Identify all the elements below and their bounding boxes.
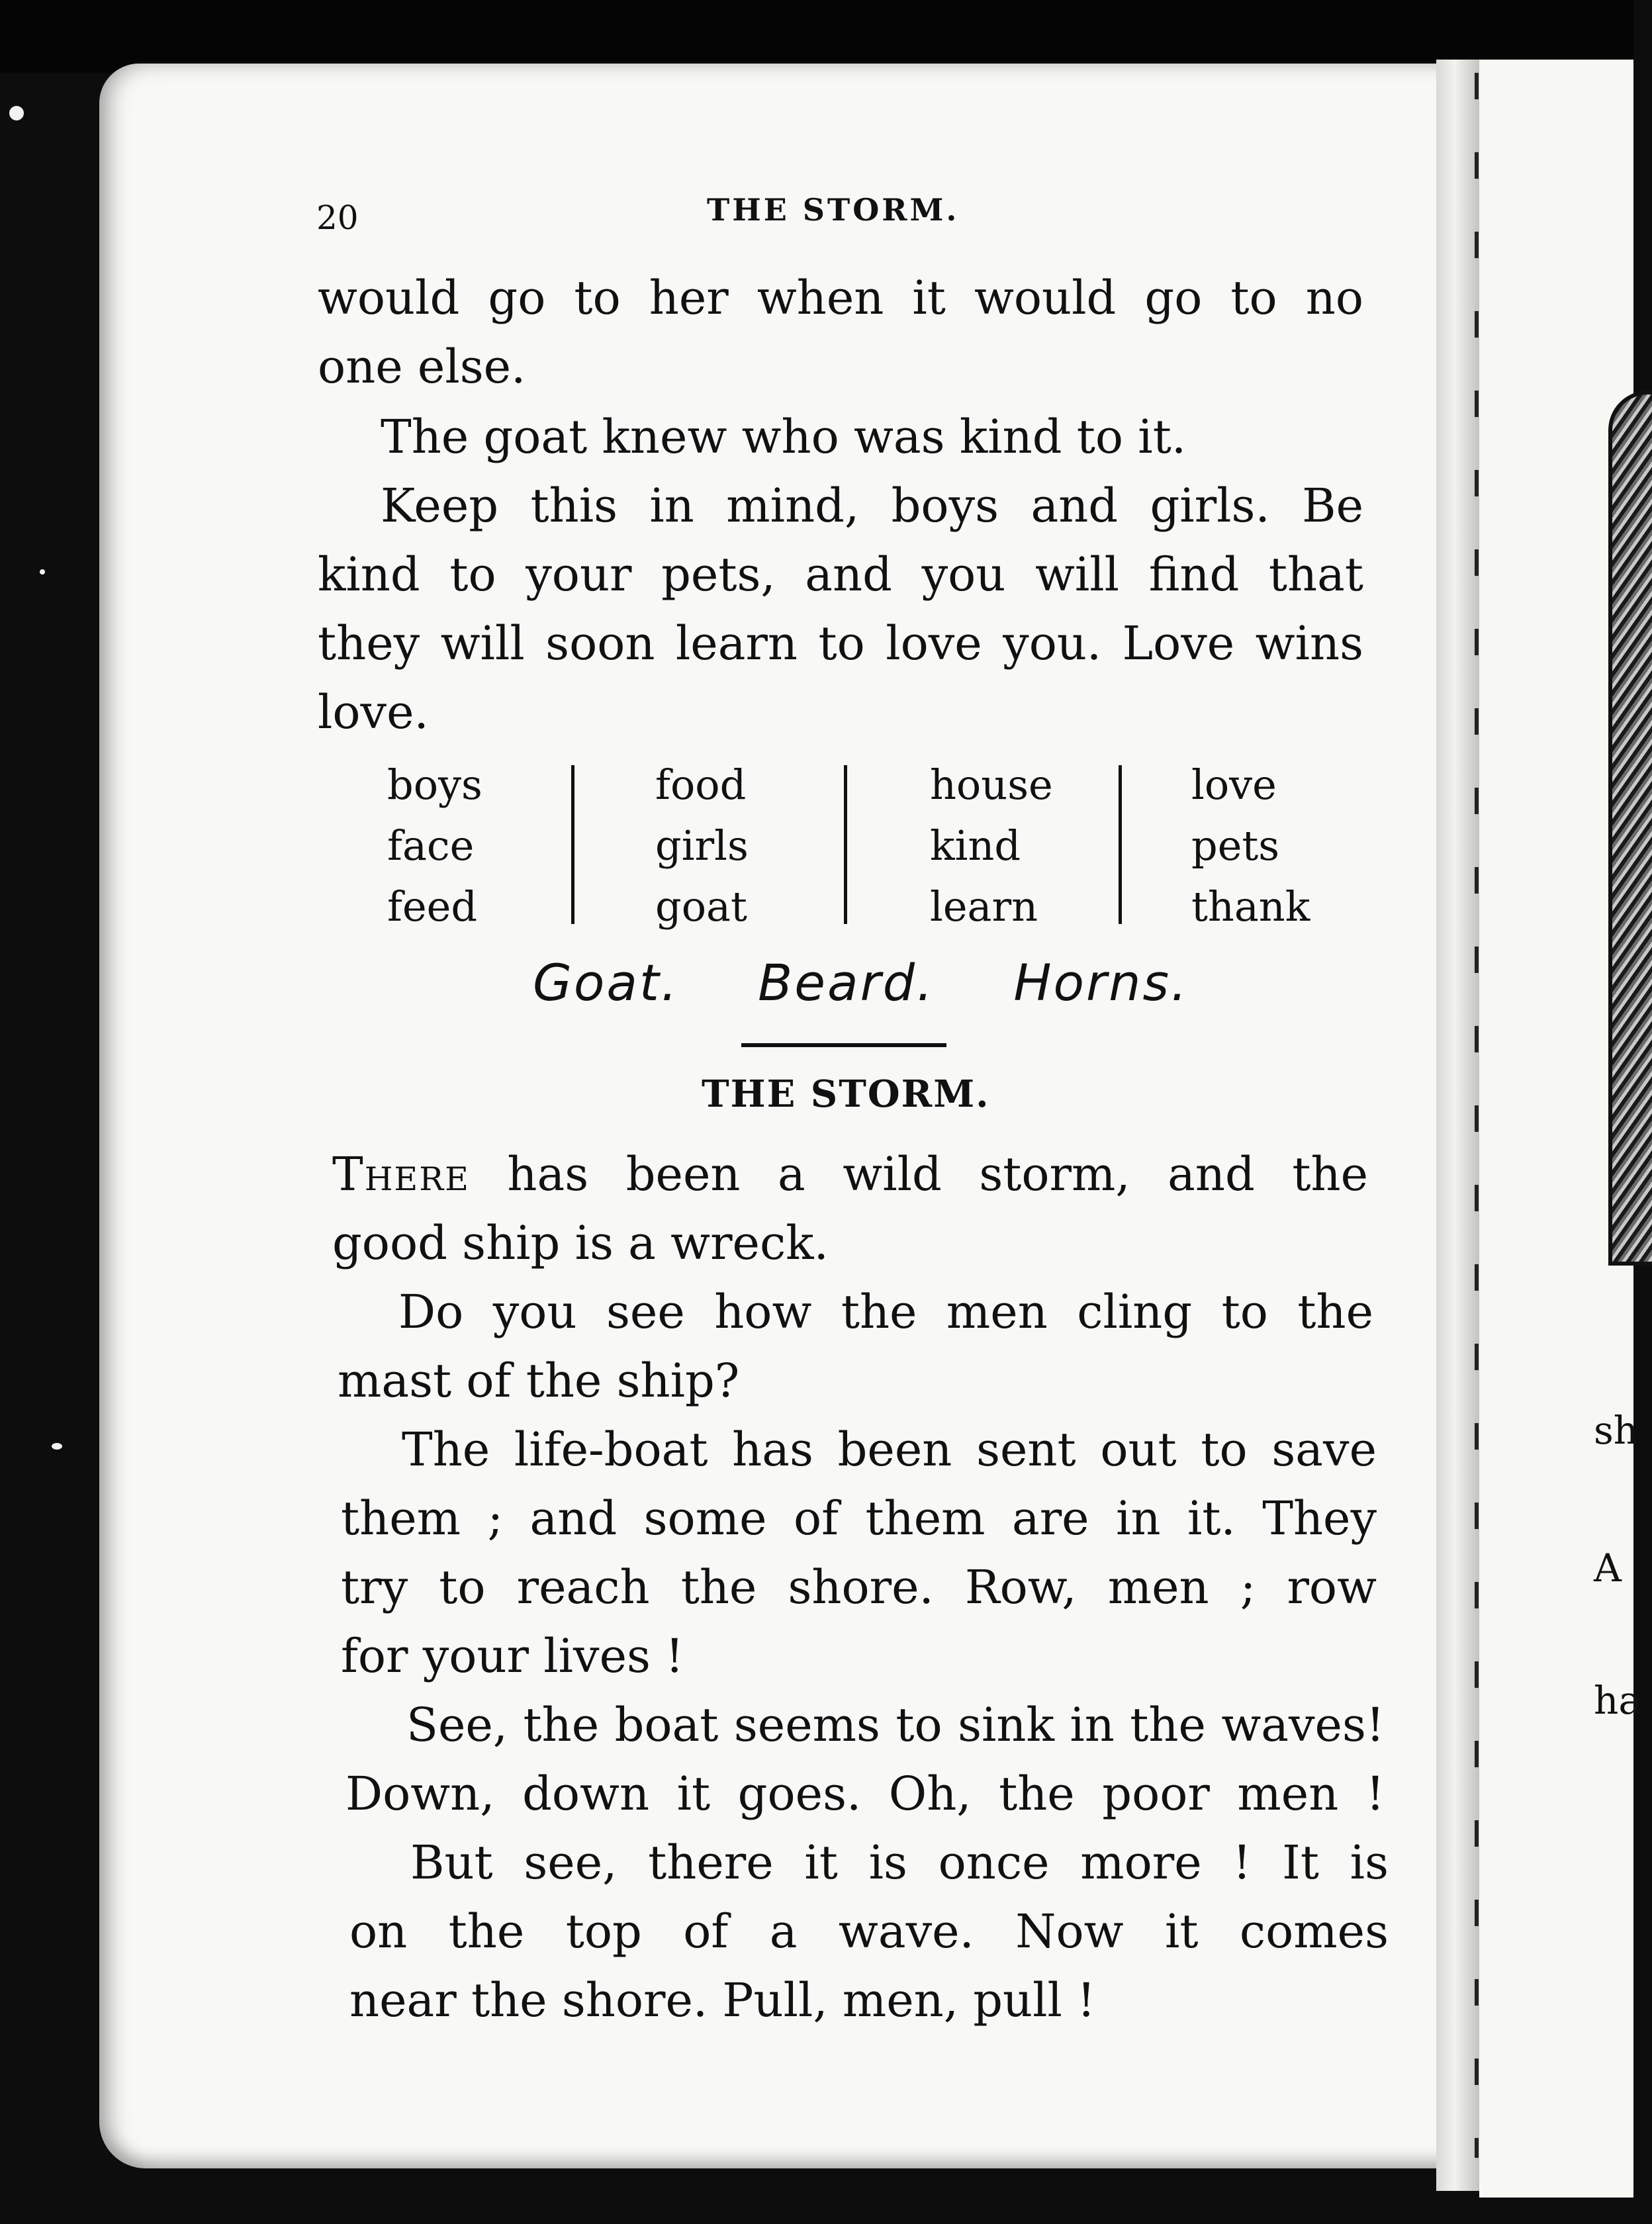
text-line: Do you see how the men cling to the: [398, 1285, 1373, 1339]
paragraph: [318, 263, 1363, 401]
spelling-word-table: [387, 755, 1340, 931]
text-line: Keep this in mind, boys and girls. Be: [381, 479, 1363, 533]
scan-border: [0, 0, 1633, 73]
picture-label: Goat.: [533, 953, 679, 1012]
word: pets: [1191, 821, 1280, 870]
text-line: one else.: [318, 340, 526, 394]
scan-speck: [52, 1443, 62, 1450]
word-column: [387, 755, 599, 937]
running-title: THE STORM.: [707, 192, 960, 228]
paragraph: [341, 1415, 1377, 1691]
picture-labels: [533, 953, 1195, 1012]
word: food: [655, 761, 747, 809]
paragraph: [381, 402, 1241, 471]
paragraph: [338, 1277, 1373, 1415]
word: learn: [930, 882, 1038, 931]
word: face: [387, 821, 475, 870]
word: house: [930, 761, 1053, 809]
text-line: near the shore. Pull, men, pull !: [349, 1973, 1096, 2027]
text-line: The goat knew who was kind to it.: [381, 410, 1187, 464]
picture-label: Beard.: [758, 953, 935, 1012]
word-column: [1191, 755, 1403, 937]
engraving-illustration-fragment: [1608, 391, 1652, 1266]
text-line: Down, down it goes. Oh, the poor men !: [345, 1767, 1385, 1821]
facing-page-text: A: [1594, 1546, 1622, 1591]
paragraph: [349, 1828, 1389, 2035]
text-line: The life-boat has been sent out to save: [402, 1422, 1377, 1477]
column-divider: [844, 765, 847, 924]
facing-page-text: ha: [1594, 1678, 1641, 1723]
paragraph: [345, 1691, 1385, 1828]
gutter-stitching: [1475, 73, 1479, 2158]
facing-page-text: sh: [1594, 1408, 1639, 1453]
page-number: 20: [316, 199, 359, 237]
scan-speck: [40, 569, 45, 575]
word-column: [930, 755, 1142, 937]
word: kind: [930, 821, 1021, 870]
column-divider: [571, 765, 574, 924]
text-line: But see, there it is once more ! It is: [410, 1835, 1389, 1890]
section-title: THE STORM.: [702, 1072, 990, 1116]
text-line: try to reach the shore. Row, men ; row: [341, 1560, 1377, 1614]
drop-word: There: [332, 1147, 470, 1201]
text-line: [332, 1140, 1368, 1209]
text-line: they will soon learn to love you. Love wins: [318, 616, 1363, 671]
column-divider: [1119, 765, 1122, 924]
word: feed: [387, 882, 478, 931]
paragraph: [318, 471, 1363, 747]
text-line: would go to her when it would go to no: [318, 271, 1363, 325]
word: goat: [655, 882, 747, 931]
word-column: [655, 755, 867, 937]
picture-label: Horns.: [1013, 953, 1189, 1012]
paragraph: [332, 1140, 1368, 1277]
text-line: kind to your pets, and you will find that: [318, 547, 1363, 602]
text-line: for your lives !: [341, 1629, 684, 1683]
text-line: See, the boat seems to sink in the waves!: [406, 1698, 1385, 1752]
text-line: good ship is a wreck.: [332, 1216, 829, 1270]
text-line: mast of the ship?: [338, 1354, 740, 1408]
text-line: on the top of a wave. Now it comes: [349, 1904, 1389, 1959]
text-run: has been a wild storm, and the: [469, 1147, 1368, 1201]
scan-speck: [9, 106, 24, 120]
word: thank: [1191, 882, 1310, 931]
running-head: [316, 192, 1481, 245]
text-line: them ; and some of them are in it. They: [341, 1491, 1377, 1546]
word: girls: [655, 821, 749, 870]
section-divider: [741, 1043, 946, 1047]
word: boys: [387, 761, 482, 809]
word: love: [1191, 761, 1277, 809]
text-line: love.: [318, 685, 429, 739]
